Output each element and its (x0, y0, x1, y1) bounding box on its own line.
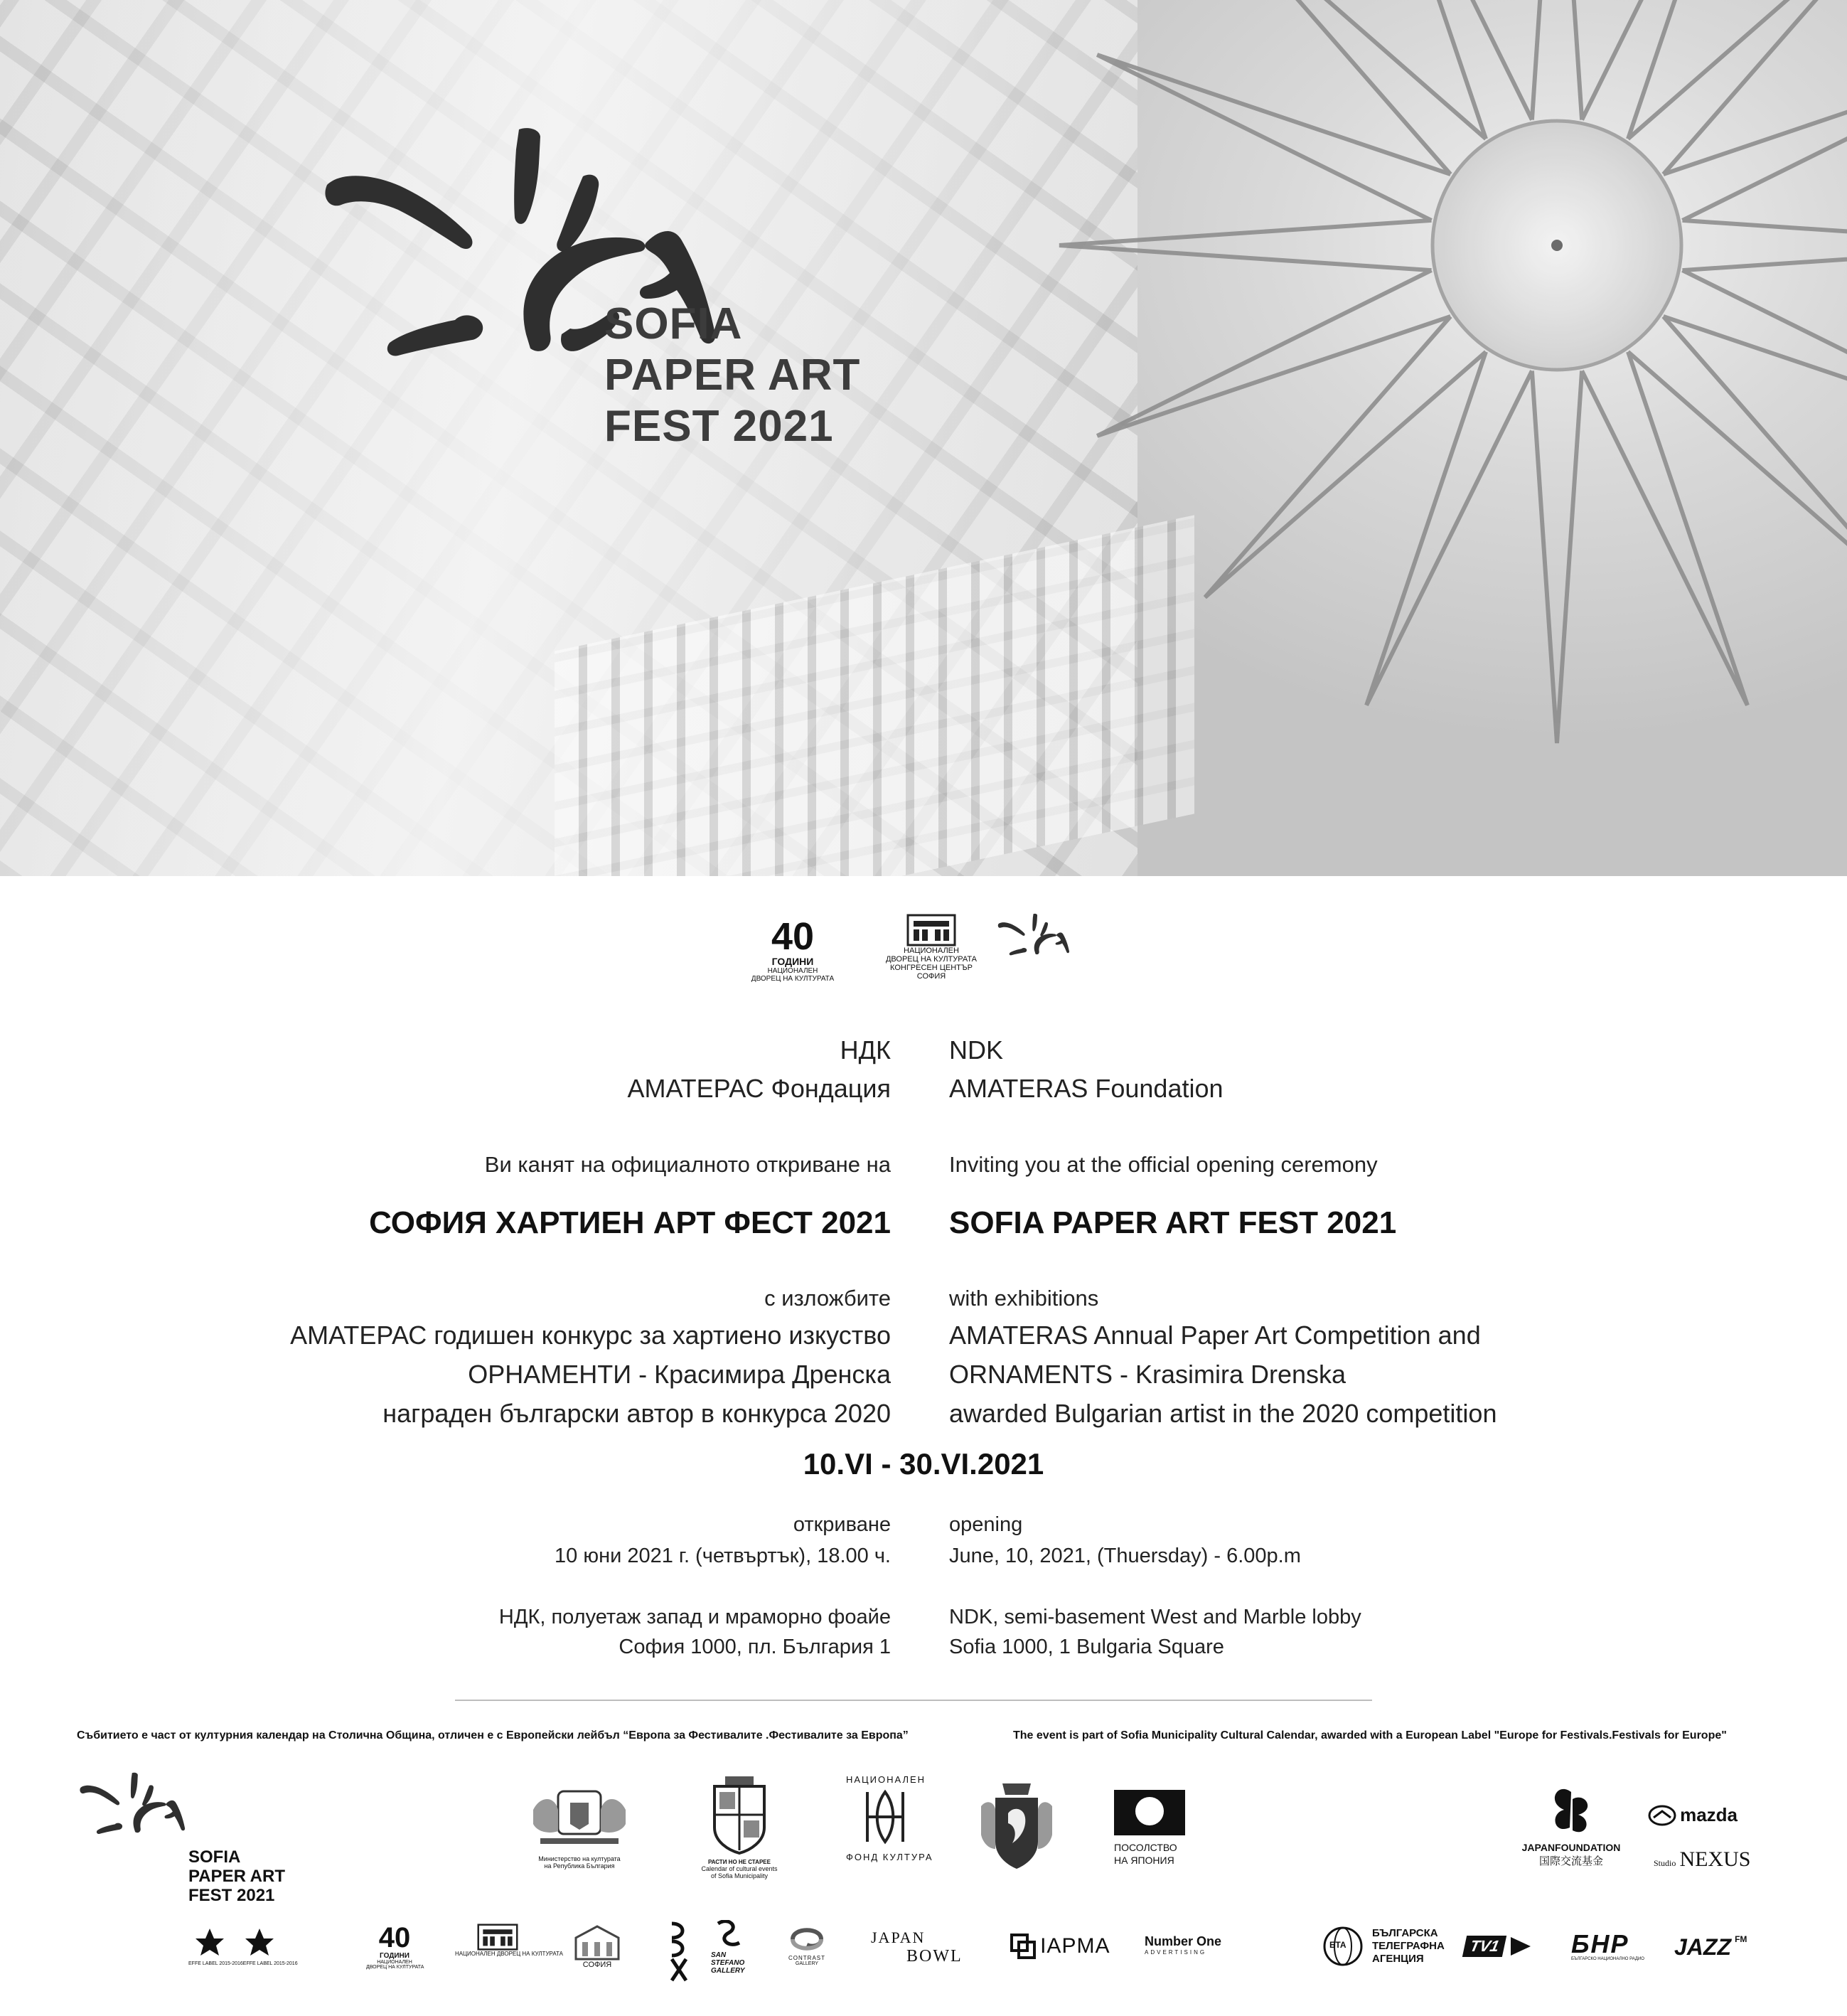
san-stefano-line-2: STEFANO (711, 1959, 745, 1967)
hero-star-ray (1683, 220, 1847, 270)
sofia-gallery-logo (569, 1924, 626, 1980)
san-stefano-mark-icon (711, 1920, 746, 1948)
festival-mark-small (995, 912, 1095, 980)
municipality-caption-1: Calendar of cultural events (701, 1865, 778, 1872)
hero-star-ray (1582, 352, 1747, 705)
japan-foundation-sub: 国際交流基金 (1538, 1855, 1603, 1867)
sofia-building-icon (572, 1924, 622, 1961)
contrast-swirl-icon (786, 1924, 828, 1955)
divider (455, 1700, 1372, 1701)
ndk-line-4: СОФИЯ (916, 972, 946, 981)
en-exhibition-3: awarded Bulgarian artist in the 2020 competition (949, 1399, 1497, 1428)
ndk-building-icon (906, 914, 956, 946)
japan-bowl-line-2: BOWL (906, 1947, 963, 1966)
anniversary-line-3: ДВОРЕЦ НА КУЛТУРАТА (751, 975, 835, 983)
en-exhibitions-intro: with exhibitions (949, 1286, 1099, 1311)
san-stefano-line-1: SAN (711, 1951, 727, 1959)
hero-star-ray (1532, 0, 1582, 120)
bg-venue-1: НДК, полуетаж запад и мраморно фоайе (498, 1606, 891, 1628)
sofia-municipality-logo (682, 1771, 796, 1884)
mazda-emblem-icon (1648, 1805, 1676, 1826)
bg-invite: Ви канят на официалното откриване на (484, 1152, 891, 1177)
footer-anniversary-line-2: НАЦИОНАЛЕН (377, 1960, 412, 1965)
footer-logo-line-3: FEST 2021 (188, 1886, 275, 1905)
mazda-wordmark: mazda (1680, 1804, 1738, 1825)
hero-star-ray (1582, 0, 1747, 139)
footer-anniversary-line-1: ГОДИНИ (380, 1952, 409, 1960)
bg-venue-2: София 1000, пл. България 1 (619, 1636, 891, 1658)
fund-top-text: НАЦИОНАЛЕН (846, 1774, 926, 1785)
belgian-coat-of-arms-logo (974, 1778, 1059, 1877)
tv1-wordmark: TV1 (1462, 1936, 1507, 1957)
fund-bottom-text: ФОНД КУЛТУРА (846, 1852, 933, 1862)
bg-org-1: НДК (840, 1035, 891, 1065)
bnr-sub: БЪЛГАРСКО НАЦИОНАЛНО РАДИО (1571, 1957, 1644, 1961)
studio-name: NEXUS (1679, 1847, 1751, 1871)
japan-flag-icon (1114, 1790, 1185, 1835)
bulgarian-coat-of-arms-icon (519, 1781, 640, 1852)
bta-line-1: БЪЛГАРСКА (1372, 1927, 1438, 1939)
logo-line-3: FEST 2021 (604, 402, 834, 451)
bg-title: СОФИЯ ХАРТИЕН АРТ ФЕСТ 2021 (369, 1205, 891, 1240)
hero-star-ray (1097, 270, 1450, 436)
japan-bowl-logo (871, 1929, 985, 1978)
ndk-line-3: КОНГРЕСЕН ЦЕНТЪР (890, 964, 973, 972)
japan-foundation-butterfly-icon (1543, 1785, 1600, 1842)
japan-foundation-name: JAPANFOUNDATION (1521, 1842, 1621, 1853)
sofia-caption: СОФИЯ (582, 1961, 612, 1969)
contrast-sub: GALLERY (795, 1961, 819, 1966)
san-stefano-line-3: GALLERY (711, 1967, 745, 1975)
hero-star-ray (1205, 0, 1486, 174)
footer-anniversary-logo (366, 1924, 423, 1980)
tv1-logo (1465, 1936, 1557, 1964)
bg-opening-label: откриване (793, 1513, 891, 1536)
studio-prefix: Studio (1654, 1858, 1676, 1868)
effe-label-1: EFFE LABEL 2015-2016 (188, 1961, 243, 1966)
municipality-caption-2: of Sofia Municipality (710, 1872, 769, 1879)
jazz-wordmark: JAZZ (1674, 1934, 1731, 1960)
municipality-motto: РАСТИ НО НЕ СТАРЕЕ (708, 1859, 771, 1865)
footer-anniversary-line-3: ДВОРЕЦ НА КУЛТУРАТА (366, 1965, 424, 1970)
fund-monogram-icon (846, 1785, 924, 1849)
en-venue-1: NDK, semi-basement West and Marble lobby (949, 1606, 1361, 1628)
hero-image (0, 0, 1847, 876)
mazda-logo (1648, 1804, 1755, 1833)
iapma-logo (1010, 1933, 1130, 1975)
iapma-square-icon (1010, 1933, 1037, 1960)
footer-logo-line-2: PAPER ART (188, 1867, 286, 1886)
exhibition-dates: 10.VI - 30.VI.2021 (803, 1447, 1044, 1481)
bta-line-2: ТЕЛЕГРАФНА (1372, 1940, 1445, 1952)
anniversary-line-1: ГОДИНИ (771, 956, 814, 967)
hero-star-ray (1097, 55, 1450, 220)
hero-star-ray (1532, 371, 1582, 744)
hero-star-ray (1664, 270, 1847, 436)
ndk-line-1: НАЦИОНАЛЕН (904, 946, 959, 955)
effe-labels-logo (188, 1927, 298, 1977)
number-one-name: Number One (1145, 1934, 1222, 1948)
bg-exhibitions-intro: с изложбите (764, 1286, 891, 1311)
anniversary-logo (750, 917, 842, 988)
hero-star-ray (1628, 316, 1847, 597)
footer-logo-line-1: SOFIA (188, 1847, 241, 1867)
bg-org-2: АМАТЕРАС Фондация (627, 1074, 891, 1103)
logo-line-1: SOFIA (604, 299, 743, 348)
hero-star-ray (1366, 0, 1532, 139)
number-one-advertising-logo (1145, 1934, 1244, 1970)
ndk-line-2: ДВОРЕЦ НА КУЛТУРАТА (885, 955, 978, 964)
hero-star-ray (1205, 316, 1486, 597)
bnr-logo (1571, 1931, 1656, 1974)
effe-stars-icon (188, 1927, 288, 1958)
bta-mark-text: БТА (1329, 1940, 1347, 1950)
footer-note-bg: Събитието е част от културния календар на Столична Община, отличен е с Европейски лейбъл “Европа за Фестивалите .Фестивалите за Европа” (77, 1729, 909, 1742)
en-venue-2: Sofia 1000, 1 Bulgaria Square (949, 1636, 1224, 1658)
vertical-script-logo (665, 1920, 693, 1984)
studio-nexus-logo (1654, 1847, 1767, 1876)
bta-line-3: АГЕНЦИЯ (1372, 1953, 1424, 1965)
bnr-wordmark: БНР (1571, 1929, 1629, 1958)
hero-star-ray (1059, 220, 1432, 270)
hero-star-ornament (0, 0, 1847, 876)
embassy-of-japan-logo (1114, 1790, 1192, 1868)
bg-exhibition-3: награден български автор в конкурса 2020 (382, 1399, 891, 1428)
japan-bowl-line-1: JAPAN (871, 1929, 926, 1946)
en-org-1: NDK (949, 1035, 1004, 1065)
hero-star-ray (1366, 352, 1532, 705)
hero-star-ray (1664, 55, 1847, 220)
footer-ndk-logo (455, 1924, 563, 1980)
footer-ndk-caption: НАЦИОНАЛЕН ДВОРЕЦ НА КУЛТУРАТА (455, 1951, 563, 1957)
footer-ndk-building-icon (476, 1924, 519, 1951)
footer-anniversary-number: 40 (378, 1922, 411, 1953)
jazz-fm-logo (1674, 1934, 1760, 1970)
ndk-logo (878, 914, 985, 996)
footer-note-en: The event is part of Sofia Municipality Cultural Calendar, awarded with a European Label "Europe for Festivals.Festivals for Europe" (1013, 1729, 1727, 1742)
sofia-coat-of-arms-icon (682, 1771, 796, 1856)
number-one-sub: ADVERTISING (1145, 1949, 1207, 1956)
japan-foundation-logo (1514, 1785, 1628, 1884)
anniversary-number: 40 (771, 915, 815, 958)
bg-opening-date: 10 юни 2021 г. (четвъртък), 18.00 ч. (555, 1545, 891, 1567)
ministry-of-culture-logo (519, 1781, 640, 1874)
festival-logo (313, 121, 861, 491)
footer-festival-logo (75, 1771, 302, 1906)
en-opening-label: opening (949, 1513, 1023, 1536)
embassy-line-1: ПОСОЛСТВО (1114, 1842, 1177, 1853)
bg-exhibition-1: АМАТЕРАС годишен конкурс за хартиено изкуство (290, 1321, 891, 1350)
en-title: SOFIA PAPER ART FEST 2021 (949, 1205, 1397, 1240)
en-org-2: AMATERAS Foundation (949, 1074, 1224, 1103)
san-stefano-gallery-logo (711, 1920, 768, 1984)
contrast-name: CONTRAST (788, 1955, 825, 1961)
en-exhibition-2: ORNAMENTS - Krasimira Drenska (949, 1360, 1347, 1389)
jazz-fm-wordmark: FM (1735, 1934, 1747, 1944)
contrast-gallery-logo (778, 1924, 835, 1980)
ministry-caption-2: на Република България (544, 1862, 615, 1870)
en-invite: Inviting you at the official opening ceremony (949, 1152, 1378, 1177)
effe-label-2: EFFE LABEL 2015-2016 (242, 1961, 298, 1966)
play-arrow-icon (1508, 1936, 1532, 1957)
embassy-line-2: НА ЯПОНИЯ (1114, 1855, 1174, 1866)
anniversary-line-2: НАЦИОНАЛЕН (767, 967, 818, 975)
bg-exhibition-2: ОРНАМЕНТИ - Красимира Дренска (468, 1360, 891, 1389)
iapma-wordmark: IAPMA (1040, 1934, 1110, 1958)
en-exhibition-1: AMATERAS Annual Paper Art Competition and (949, 1321, 1481, 1350)
en-opening-date: June, 10, 2021, (Thuersday) - 6.00p.m (949, 1545, 1301, 1567)
belgium-lion-crest-icon (974, 1778, 1059, 1877)
national-culture-fund-logo (846, 1774, 933, 1888)
logo-line-2: PAPER ART (604, 351, 861, 400)
ministry-caption-1: Министерство на културата (538, 1855, 621, 1862)
bta-logo (1322, 1926, 1472, 1975)
